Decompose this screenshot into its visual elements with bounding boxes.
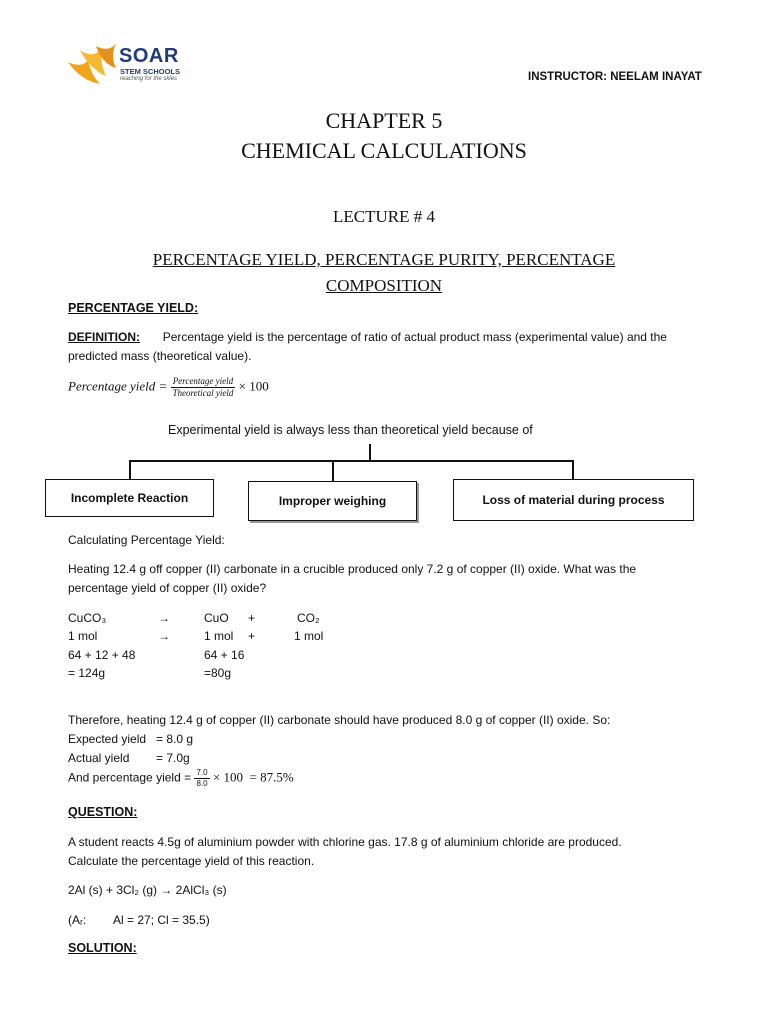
therefore-line: Therefore, heating 12.4 g of copper (II) carbonate should have produced 8.0 g of copper (II) oxide. So: bbox=[68, 713, 611, 727]
section-heading-percentage-yield: PERCENTAGE YIELD: bbox=[68, 301, 199, 315]
question-equation: 2Al (s) + 3Cl₂ (g) → 2AlCl₃ (s) bbox=[68, 883, 227, 897]
cause-box-loss-of-material: Loss of material during process bbox=[453, 479, 694, 521]
eq-r2-c0: 64 + 12 + 48 bbox=[68, 648, 136, 662]
result-numerator: 7.0 bbox=[196, 768, 208, 777]
eq-r0-c3: + bbox=[248, 611, 256, 625]
ar-values: Al = 27; Cl = 35.5) bbox=[113, 913, 210, 927]
formula-lhs: Percentage yield = bbox=[68, 378, 168, 394]
formula-denominator: Theoretical yield bbox=[172, 388, 234, 398]
result-denominator: 8.0 bbox=[196, 779, 208, 788]
chapter-number: CHAPTER 5 bbox=[325, 108, 443, 133]
eq-r2-c2: 64 + 16 bbox=[204, 648, 245, 662]
eq-r1-c1: → bbox=[158, 629, 170, 643]
yield-formula bbox=[68, 377, 269, 398]
tree-branch-bar bbox=[129, 460, 574, 462]
eq-r1-c2: 1 mol bbox=[204, 629, 234, 643]
actual-yield: Actual yield = 7.0g bbox=[68, 751, 190, 765]
question-line2: Calculate the percentage yield of this reaction. bbox=[68, 854, 315, 868]
cause-box-incomplete-reaction: Incomplete Reaction bbox=[45, 479, 214, 517]
percentage-yield-result bbox=[68, 769, 294, 788]
logo-subtitle: STEM SCHOOLS bbox=[120, 67, 181, 76]
definition-line1 bbox=[68, 330, 667, 344]
definition-line2: predicted mass (theoretical value). bbox=[68, 349, 252, 363]
result-fraction bbox=[194, 769, 209, 788]
logo-tagline: reaching for the skies bbox=[120, 76, 178, 82]
eq-r1-c0: 1 mol bbox=[68, 629, 98, 643]
eq-r1-c4: 1 mol bbox=[294, 629, 324, 643]
tree-branch-middle bbox=[332, 460, 334, 481]
tree-branch-left bbox=[129, 460, 131, 480]
eq-r0-c2: CuO bbox=[204, 611, 229, 625]
definition-text: Percentage yield is the percentage of ratio of actual product mass (experimental value) and the bbox=[162, 330, 667, 344]
lecture-number: LECTURE # 4 bbox=[333, 207, 435, 226]
and-percentage-label: And percentage yield = bbox=[68, 770, 192, 785]
eq-r3-c2: =80g bbox=[204, 666, 232, 680]
diagram-root-text: Experimental yield is always less than theoretical yield because of bbox=[168, 423, 533, 437]
tree-trunk bbox=[369, 444, 371, 461]
eq-r1-c3: + bbox=[248, 629, 256, 643]
expected-yield: Expected yield = 8.0 g bbox=[68, 732, 194, 746]
worked-example-heading: Calculating Percentage Yield: bbox=[68, 533, 225, 547]
problem-line2: percentage yield of copper (II) oxide? bbox=[68, 581, 267, 595]
topic-title-line1: PERCENTAGE YIELD, PERCENTAGE PURITY, PERCENTAGE bbox=[152, 250, 616, 269]
instructor-name: INSTRUCTOR: NEELAM INAYAT bbox=[528, 71, 702, 83]
ar-label: (Aᵣ: bbox=[68, 913, 87, 927]
eq-r0-c4: CO₂ bbox=[297, 611, 320, 625]
cause-box-improper-weighing: Improper weighing bbox=[248, 481, 417, 521]
formula-rhs: × 100 bbox=[238, 378, 269, 394]
formula-fraction bbox=[171, 377, 236, 398]
solution-heading: SOLUTION: bbox=[68, 941, 137, 955]
topic-title-line2: COMPOSITION bbox=[325, 276, 443, 295]
tree-branch-right bbox=[572, 460, 574, 479]
eq-r0-c1: → bbox=[158, 611, 170, 625]
question-line1: A student reacts 4.5g of aluminium powder with chlorine gas. 17.8 g of aluminium chloride are produced. bbox=[68, 835, 622, 849]
formula-numerator: Percentage yield bbox=[172, 376, 234, 386]
logo-wordmark: SOAR bbox=[119, 45, 179, 67]
result-rhs: × 100 = 87.5% bbox=[212, 769, 294, 785]
chapter-title: CHEMICAL CALCULATIONS bbox=[241, 138, 527, 163]
question-heading: QUESTION: bbox=[68, 805, 138, 819]
problem-line1: Heating 12.4 g off copper (II) carbonate in a crucible produced only 7.2 g of copper (II) oxide. What was the bbox=[68, 562, 637, 576]
eq-r3-c0: = 124g bbox=[68, 666, 106, 680]
definition-label: DEFINITION: bbox=[68, 330, 140, 344]
eq-r0-c0: CuCO₃ bbox=[68, 611, 107, 625]
